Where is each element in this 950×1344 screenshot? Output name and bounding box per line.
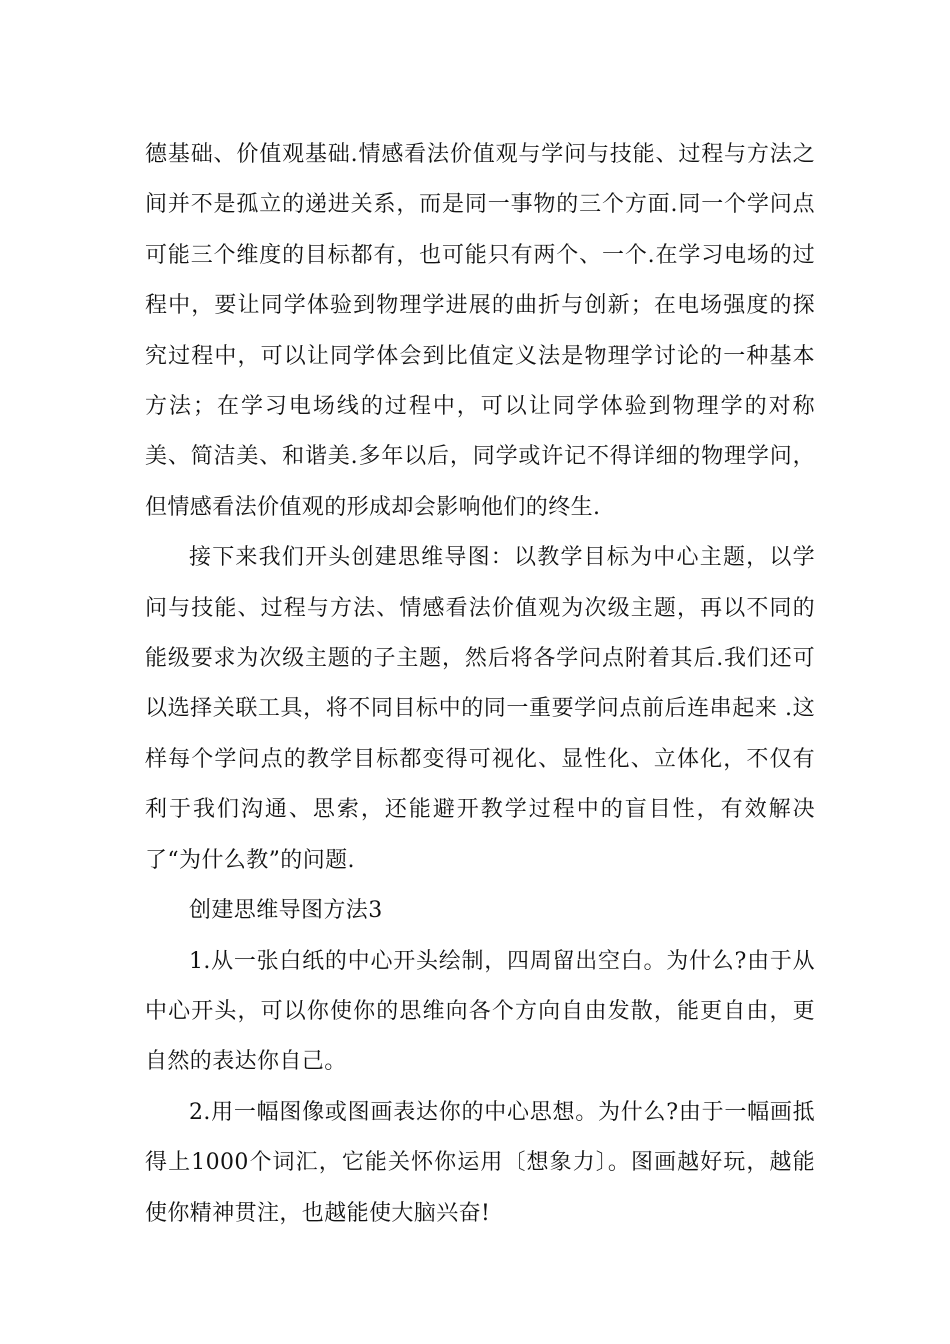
- body-paragraph-mind-map-creation: 接下来我们开头创建思维导图：以教学目标为中心主题，以学问与技能、过程与方法、情感看法价值观为次级主题，再以不同的能级要求为次级主题的子主题，然后将各学问点附着其后.我们还可以选择关联工具，将不同目标中的同一重要学问点前后连串起来 .这样每个学问点的教学目标都变得可视化、显性化、立体化，不仅有利于我们沟通、思索，还能避开教学过程中的盲目性，有效解决了“为什么教”的问题.: [145, 545, 815, 873]
- list-item-step-1: 1.从一张白纸的中心开头绘制，四周留出空白。为什么?由于从中心开头，可以你使你的思维向各个方向自由发散，能更自由，更自然的表达你自己。: [145, 948, 815, 1075]
- list-item-step-2: 2.用一幅图像或图画表达你的中心思想。为什么?由于一幅画抵得上1000个词汇，它能关怀你运用〔想象力〕。图画越好玩，越能使你精神贯注，也越能使大脑兴奋!: [145, 1099, 815, 1226]
- document-body: [145, 130, 815, 1239]
- section-heading: 创建思维导图方法3: [189, 898, 383, 924]
- body-paragraph-continued: 德基础、价值观基础.情感看法价值观与学问与技能、过程与方法之间并不是孤立的递进关系，而是同一事物的三个方面.同一个学问点可能三个维度的目标都有，也可能只有两个、一个.在学习电场的过程中，要让同学体验到物理学进展的曲折与创新；在电场强度的探究过程中，可以让同学体会到比值定义法是物理学讨论的一种基本方法；在学习电场线的过程中，可以让同学体验到物理学的对称美、简洁美、和谐美.多年以后，同学或许记不得详细的物理学问，但情感看法价值观的形成却会影响他们的终生.: [145, 142, 815, 520]
